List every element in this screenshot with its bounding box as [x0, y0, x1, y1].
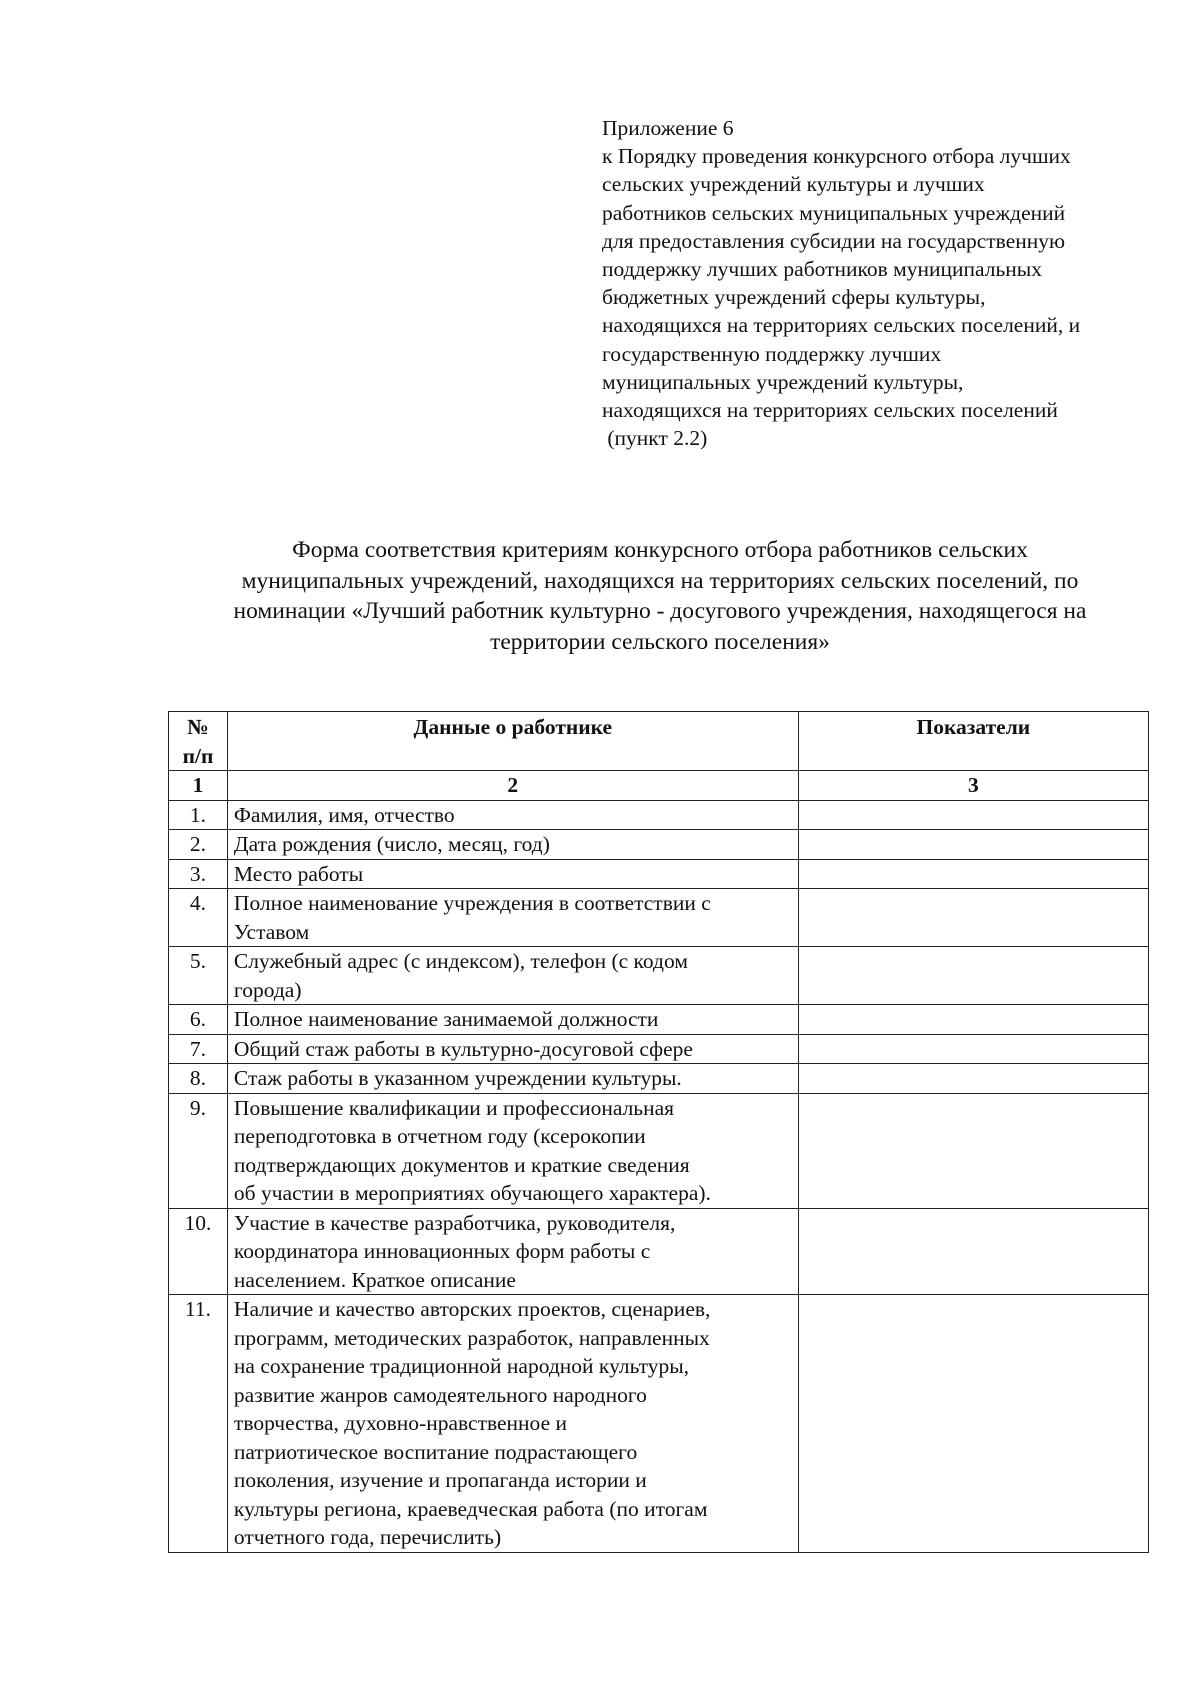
column-number: 1: [169, 771, 228, 801]
row-indicator-value[interactable]: [798, 947, 1148, 1005]
row-number: 5.: [169, 947, 228, 1005]
row-criterion-line: патриотическое воспитание подрастающего: [233, 1439, 638, 1464]
row-criterion: [227, 859, 798, 889]
table-row: [169, 1093, 1149, 1208]
row-criterion-line: программ, методических разработок, направленных: [233, 1325, 710, 1350]
row-criterion-line: на сохранение традиционной народной культуры,: [233, 1354, 690, 1378]
row-criterion-line: Повышение квалификации и профессиональная: [233, 1095, 675, 1120]
table-row: [169, 1034, 1149, 1064]
row-criterion: [227, 800, 798, 830]
column-number: 2: [227, 771, 798, 801]
appendix-line: поддержку лучших работников муниципальных: [602, 257, 1042, 282]
criteria-table: [168, 711, 1149, 1553]
row-criterion: [227, 1034, 798, 1064]
row-criterion-line: Место работы: [233, 861, 364, 886]
row-criterion-line: Дата рождения (число, месяц, год): [233, 832, 550, 856]
form-title: [160, 535, 1160, 657]
row-criterion-line: Полное наименование учреждения в соответствии с: [233, 891, 711, 915]
form-title-line: муниципальных учреждений, находящихся на территориях сельских поселений, по: [241, 567, 1079, 594]
row-indicator-value[interactable]: [798, 1295, 1148, 1553]
appendix-line: работников сельских муниципальных учреждений: [602, 200, 1066, 225]
row-criterion: [227, 1005, 798, 1035]
row-criterion-line: Стаж работы в указанном учреждении культуры.: [233, 1066, 682, 1090]
row-indicator-value[interactable]: [798, 1034, 1148, 1064]
row-indicator-value[interactable]: [798, 830, 1148, 860]
appendix-line: бюджетных учреждений сферы культуры,: [602, 285, 986, 310]
row-indicator-value[interactable]: [798, 1093, 1148, 1208]
row-number: 2.: [169, 830, 228, 860]
row-number: 3.: [169, 859, 228, 889]
row-criterion-line: Уставом: [233, 919, 310, 944]
appendix-line: (пункт 2.2): [602, 426, 708, 451]
row-criterion-line: переподготовка в отчетном году (ксерокопии: [233, 1124, 646, 1148]
appendix-line: Приложение 6: [602, 116, 734, 140]
row-indicator-value[interactable]: [798, 1005, 1148, 1035]
row-criterion: [227, 1208, 798, 1295]
row-indicator-value[interactable]: [798, 800, 1148, 830]
appendix-line: муниципальных учреждений культуры,: [602, 369, 964, 394]
row-criterion-line: Полное наименование занимаемой должности: [233, 1007, 659, 1031]
row-criterion-line: развитие жанров самодеятельного народного: [233, 1382, 647, 1407]
header-number-line2: п/п: [182, 743, 214, 768]
row-indicator-value[interactable]: [798, 889, 1148, 947]
table-row: [169, 1208, 1149, 1295]
row-criterion: [227, 889, 798, 947]
row-criterion-line: координатора инновационных форм работы с: [233, 1239, 651, 1263]
appendix-line: сельских учреждений культуры и лучших: [602, 172, 985, 197]
table-row: [169, 859, 1149, 889]
row-criterion: [227, 1295, 798, 1553]
row-criterion-line: населением. Краткое описание: [233, 1267, 516, 1292]
row-criterion: [227, 1064, 798, 1094]
row-number: 11.: [169, 1295, 228, 1553]
row-criterion-line: Наличие и качество авторских проектов, сценариев,: [233, 1297, 711, 1321]
row-number: 7.: [169, 1034, 228, 1064]
row-criterion: [227, 1093, 798, 1208]
appendix-line: для предоставления субсидии на государственную: [602, 228, 1066, 253]
row-criterion-line: города): [233, 977, 302, 1002]
table-row: [169, 830, 1149, 860]
row-indicator-value[interactable]: [798, 859, 1148, 889]
row-criterion-line: поколения, изучение и пропаганда истории и: [233, 1468, 647, 1492]
row-criterion-line: Общий стаж работы в культурно-досуговой сфере: [233, 1036, 693, 1061]
appendix-line: находящихся на территориях сельских поселений, и: [602, 313, 1081, 338]
form-title-line: Форма соответствия критериям конкурсного отбора работников сельских: [292, 537, 1028, 563]
row-criterion-line: отчетного года, перечислить): [233, 1525, 502, 1549]
row-criterion-line: творчества, духовно-нравственное и: [233, 1411, 567, 1435]
row-criterion: [227, 830, 798, 860]
row-criterion-line: культуры региона, краеведческая работа (по итогам: [233, 1496, 708, 1521]
row-number: 8.: [169, 1064, 228, 1094]
row-criterion-line: об участии в мероприятиях обучающего характера).: [233, 1181, 711, 1205]
form-title-line: номинации «Лучший работник культурно - досугового учреждения, находящегося на: [233, 598, 1087, 624]
appendix-line: находящихся на территориях сельских поселений: [602, 398, 1058, 423]
appendix-block: [602, 114, 1162, 452]
row-criterion-line: подтверждающих документов и краткие сведения: [233, 1152, 690, 1177]
table-row: [169, 947, 1149, 1005]
table-row: [169, 889, 1149, 947]
table-row: [169, 1005, 1149, 1035]
header-indicators: Показатели: [798, 712, 1148, 771]
row-number: 10.: [169, 1208, 228, 1295]
table-header-row: [169, 712, 1149, 771]
column-number: 3: [798, 771, 1148, 801]
row-criterion-line: Фамилия, имя, отчество: [233, 802, 455, 827]
table-row: [169, 800, 1149, 830]
column-number-row: [169, 771, 1149, 801]
row-number: 6.: [169, 1005, 228, 1035]
header-employee-data: Данные о работнике: [227, 712, 798, 771]
row-criterion: [227, 947, 798, 1005]
row-criterion-line: Участие в качестве разработчика, руководителя,: [233, 1210, 676, 1235]
header-number: [169, 712, 228, 771]
appendix-line: к Порядку проведения конкурсного отбора лучших: [602, 144, 1071, 169]
appendix-line: государственную поддержку лучших: [602, 341, 942, 366]
table-row: [169, 1295, 1149, 1553]
table-row: [169, 1064, 1149, 1094]
header-number-line1: №: [187, 715, 209, 739]
form-title-line: территории сельского поселения»: [490, 628, 830, 655]
row-number: 9.: [169, 1093, 228, 1208]
row-number: 4.: [169, 889, 228, 947]
row-indicator-value[interactable]: [798, 1064, 1148, 1094]
row-indicator-value[interactable]: [798, 1208, 1148, 1295]
row-criterion-line: Служебный адрес (с индексом), телефон (с кодом: [233, 949, 688, 973]
row-number: 1.: [169, 800, 228, 830]
